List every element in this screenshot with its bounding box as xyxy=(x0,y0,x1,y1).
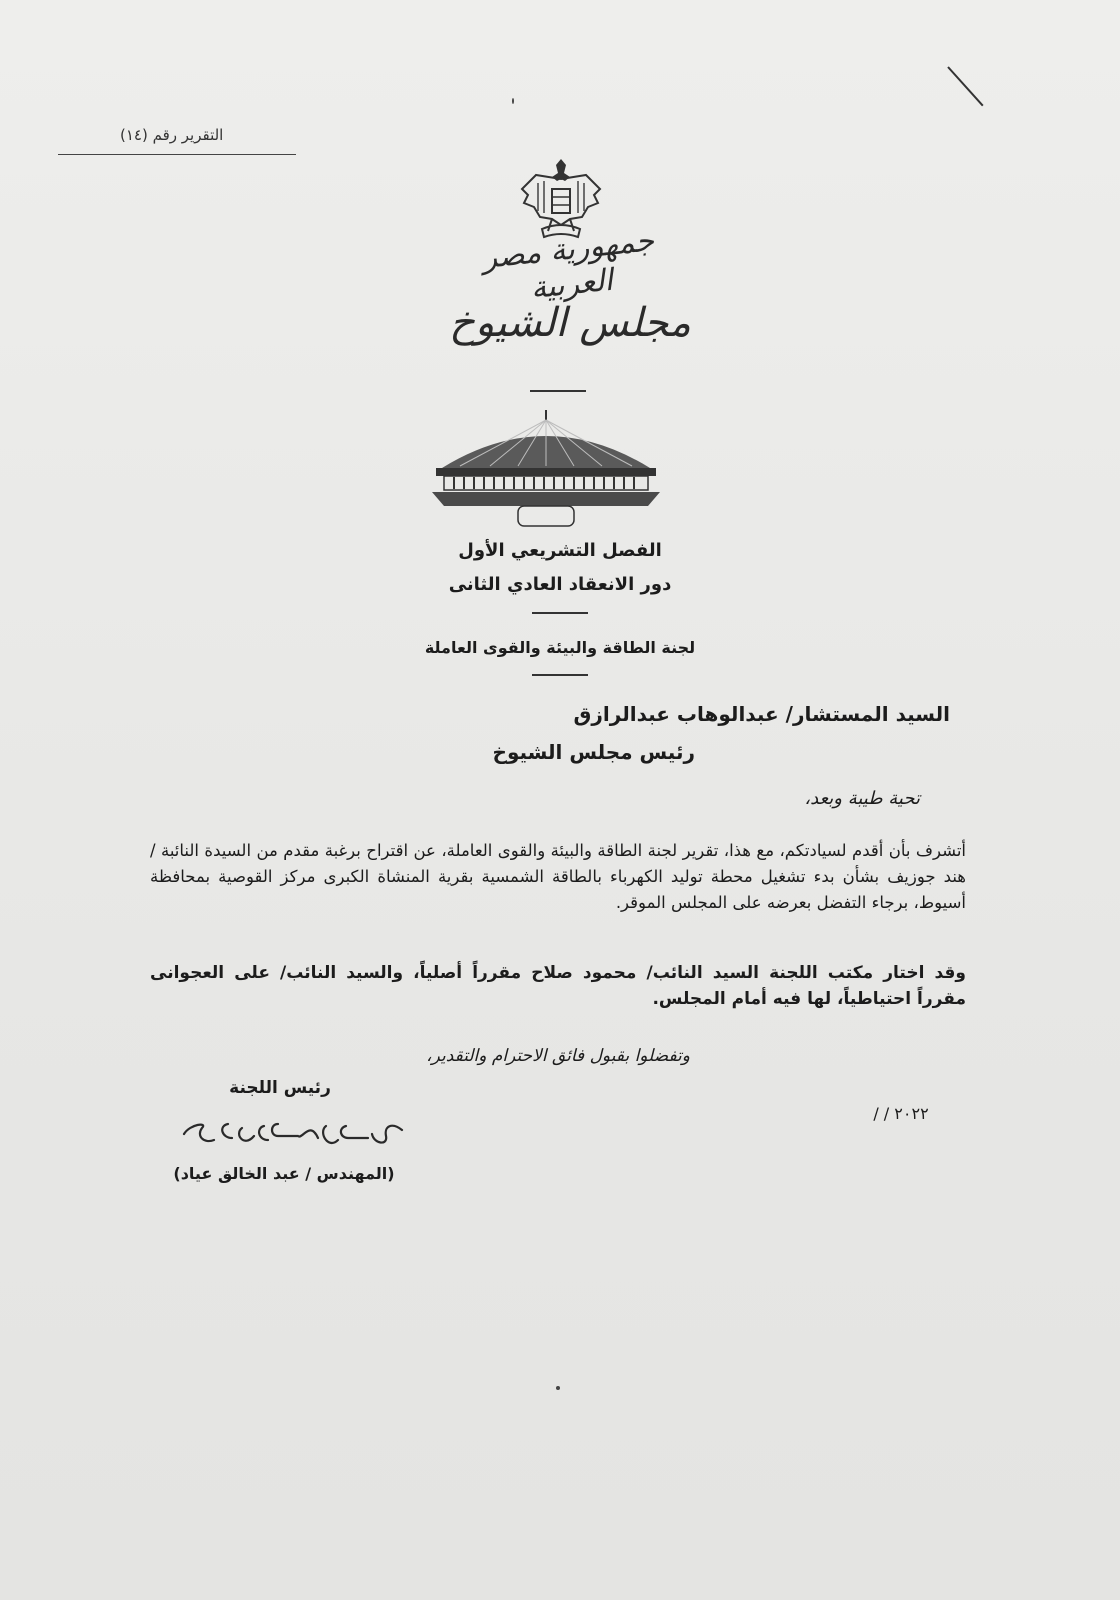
divider xyxy=(530,390,586,392)
pen-mark xyxy=(947,66,983,106)
divider xyxy=(532,674,588,676)
parliament-dome-icon xyxy=(430,410,662,528)
ordinary-session: دور الانعقاد العادي الثانى xyxy=(448,574,672,595)
paper-speck xyxy=(512,98,514,104)
document-date: / / ٢٠٢٢ xyxy=(873,1104,929,1123)
report-number: التقرير رقم (١٤) xyxy=(120,126,224,144)
report-number-underline xyxy=(58,154,296,155)
addressee-name: السيد المستشار/ عبدالوهاب عبدالرازق xyxy=(573,702,950,726)
chair-name: (المهندس / عبد الخالق عياد) xyxy=(173,1164,395,1183)
body-paragraph-1: أتشرف بأن أقدم لسيادتكم، مع هذا، تقرير لجنة الطاقة والبيئة والقوى العاملة، عن اقتراح برغبة مقدم من السيدة النائبة / هند جوزيف بشأن بدء تشغيل محطة توليد الكهرباء بالطاقة الشمسية بقرية المنشاة الكبرى مركز القوصية بمحافظة أسيوط، برجاء التفضل بعرضه على المجلس الموقر. xyxy=(150,841,966,912)
greeting: تحية طيبة وبعد، xyxy=(804,788,920,809)
legislative-term: الفصل التشريعي الأول xyxy=(458,540,662,561)
committee-chair-title: رئيس اللجنة xyxy=(229,1078,331,1098)
paper-speck xyxy=(556,1386,560,1390)
closing-line: وتفضلوا بقبول فائق الاحترام والتقدير، xyxy=(426,1046,690,1066)
republic-calligraphy: جمهورية مصر العربية xyxy=(480,223,656,307)
council-calligraphy: مجلس الشيوخ xyxy=(449,300,691,346)
divider xyxy=(532,612,588,614)
committee-name: لجنة الطاقة والبيئة والقوى العاملة xyxy=(424,638,696,657)
body-paragraph-2: وقد اختار مكتب اللجنة السيد النائب/ محمود صلاح مقرراً أصلياً، والسيد النائب/ على العجوانى مقرراً احتياطياً، لها فيه أمام المجلس. xyxy=(150,963,966,1009)
addressee-title: رئيس مجلس الشيوخ xyxy=(492,740,695,764)
handwritten-signature xyxy=(178,1110,408,1160)
